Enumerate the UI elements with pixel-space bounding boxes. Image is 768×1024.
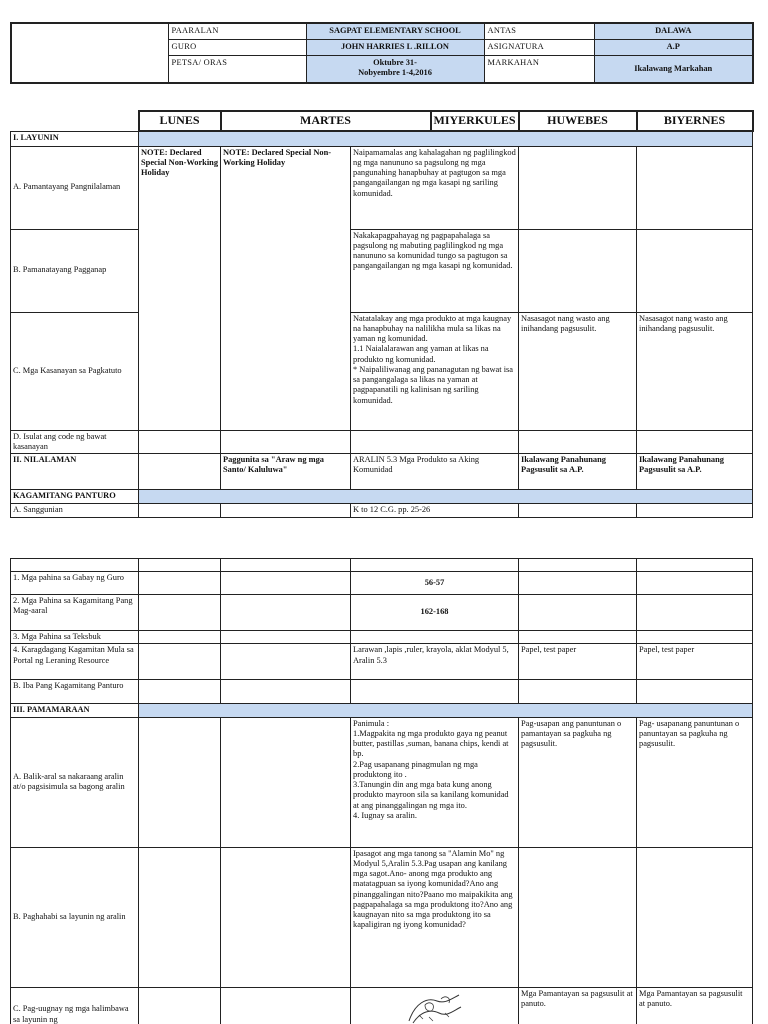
huw-pangnilalaman [519,146,637,229]
huw-karagdagang: Papel, test paper [519,644,637,680]
miy-kasanayan-3: * Naipaliliwanag ang pananagutan ng bawat isa sa pangangalaga sa likas na yaman at pagpapanatili ng kalinisan ng sariling komunidad. [353,364,514,405]
row-teksbuk: 3. Mga Pahina sa Teksbuk [11,631,139,644]
row-pamamaraan: III. PAMAMARAAN [11,704,139,717]
cont-blank-4 [351,559,519,572]
header-table [10,22,754,84]
row-kagamitang: KAGAMITANG PANTURO [11,490,139,504]
row-kagamitang-pang-magaaral: 2. Mga Pahina sa Kagamitang Pang Mag-aaral [11,595,139,631]
miy-kasanayan [351,312,519,430]
huw-sanggunian [519,504,637,518]
biy-gabay [637,572,753,595]
row-balik-aral: A. Balik-aral sa nakaraang aralin at/o pagsisimula sa bagong aralin [11,717,139,847]
row-paghahabi: B. Paghahabi sa layunin ng aralin [11,847,139,987]
miy-teksbuk [351,631,519,644]
day-biyernes: BIYERNES [637,111,753,131]
lunes-kpm [139,595,221,631]
miy-balik-4: 3.Tanungin din ang mga bata kung anong produkto mayroon sila sa kanilang komunidad at ang pinanggalingan ng mga ito. [353,780,509,810]
martes-iba [221,680,351,704]
miy-kasanayan-1: Natatalakay ang mga produkto at mga kaugnay na hanapbuhay na nalilikha mula sa likas na yaman ng komunidad. [353,313,512,343]
miy-pagganap: Nakakapagpahayag ng pagpapahalaga sa pagsulong ng mabuting paglilingkod ng mga nanununo sa komunidad tungo sa pagtugon sa pangangailangan ng mga kasapi ng komunidad. [351,229,519,312]
miy-iba [351,680,519,704]
logo-cell [11,23,168,83]
antas-label: ANTAS [484,23,594,39]
guro-label: GURO [168,39,306,55]
layunin-band [139,131,753,146]
biy-sanggunian [637,504,753,518]
huw-kpm [519,595,637,631]
huw-kasanayan: Nasasagot nang wasto ang inihandang pagsusulit. [519,312,637,430]
martes-teksbuk [221,631,351,644]
petsa-value [306,55,484,83]
lunes-gabay [139,572,221,595]
biy-pangnilalaman [637,146,753,229]
martes-kpm [221,595,351,631]
biy-pag-uugnay: Mga Pamantayan sa pagsusulit at panuto. [637,987,753,1024]
lunes-nilalaman [139,454,221,490]
petsa-label: PETSA/ ORAS [168,55,306,83]
markahan-label: MARKAHAN [484,55,594,83]
huw-pagganap [519,229,637,312]
miy-sanggunian: K to 12 C.G. pp. 25-26 [351,504,519,518]
row-kasanayan: C. Mga Kasanayan sa Pagkatuto [11,312,139,430]
lunes-note: NOTE: Declared Special Non-Working Holiday [139,146,221,430]
row-karagdagang: 4. Karagdagang Kagamitan Mula sa Portal ng Leraning Resource [11,644,139,680]
day-header-blank [11,111,139,131]
biy-teksbuk [637,631,753,644]
biy-nilalaman: Ikalawang Panahunang Pagsusulit sa A.P. [637,454,753,490]
miy-balik-aral [351,717,519,847]
lunes-sanggunian [139,504,221,518]
row-pamantayang-pagganap: B. Pamanatayang Pagganap [11,229,139,312]
cont-blank-5 [519,559,637,572]
row-pamantayang-pangnilalaman: A. Pamantayang Pangnilalaman [11,146,139,229]
petsa-line-1: Oktubre 31- [373,57,417,67]
cont-blank-3 [221,559,351,572]
row-code: D. Isulat ang code ng bawat kasanayan [11,430,139,454]
biy-iba [637,680,753,704]
day-huwebes: HUWEBES [519,111,637,131]
martes-uugnay [221,987,351,1024]
huw-paghahabi [519,847,637,987]
paaralan-label: PAARALAN [168,23,306,39]
biy-karagdagang: Papel, test paper [637,644,753,680]
lunes-paghahabi [139,847,221,987]
row-pag-uugnay: C. Pag-uugnay ng mga halimbawa sa layunin ng [11,987,139,1024]
lesson-plan-table-continued [10,558,753,1024]
cont-blank-1 [11,559,139,572]
cont-blank-2 [139,559,221,572]
martes-karagdagang [221,644,351,680]
huw-pag-uugnay: Mga Pamantayan sa pagsusulit at panuto. [519,987,637,1024]
kagamitang-band [139,490,753,504]
asignatura-value: A.P [594,39,753,55]
row-iba-pang: B. Iba Pang Kagamitang Panturo [11,680,139,704]
miy-kasanayan-2: 1.1 Naialalarawan ang yaman at likas na produkto ng komunidad. [353,344,489,364]
martes-balik [221,717,351,847]
guro-value: JOHN HARRIES L .RILLON [306,39,484,55]
miy-balik-5: 4. Iugnay sa aralin. [353,810,417,820]
miy-nilalaman: ARALIN 5.3 Mga Produkto sa Aking Komunidad [351,454,519,490]
biy-kasanayan: Nasasagot nang wasto ang inihandang pagsusulit. [637,312,753,430]
lunes-uugnay [139,987,221,1024]
martes-sanggunian [221,504,351,518]
lunes-code [139,430,221,454]
markahan-value: Ikalawang Markahan [594,55,753,83]
lesson-plan-table [10,110,754,518]
miy-karagdagang: Larawan ,lapis ,ruler, krayola, aklat Modyul 5, Aralin 5.3 [351,644,519,680]
lunes-teksbuk [139,631,221,644]
biy-pagganap [637,229,753,312]
miy-balik-1: Panimula : [353,718,390,728]
biy-balik: Pag- usapanang panuntunan o panuntayan sa pagkuha ng pagsusulit. [637,717,753,847]
miy-uugnay [351,987,519,1024]
miy-pangnilalaman: Naipamamalas ang kahalagahan ng paglilingkod ng mga nanununo sa pagsulong ng mga pangunahing hanapbuhay at pagtugon sa mga pangangailangan ng mga kasapi ng sariling komunidad. [351,146,519,229]
huw-teksbuk [519,631,637,644]
huw-gabay [519,572,637,595]
lunes-karagdagang [139,644,221,680]
row-layunin: I. LAYUNIN [11,131,139,146]
miy-balik-3: 2.Pag usapanang pinagmulan ng mga produktong ito . [353,759,478,779]
row-sanggunian: A. Sanggunian [11,504,139,518]
martes-nilalaman: Paggunita sa "Araw ng mga Santo/ Kaluluwa" [221,454,351,490]
lunes-balik [139,717,221,847]
petsa-line-2: Nobyembre 1-4,2016 [358,67,432,77]
cont-blank-6 [637,559,753,572]
hands-sketch-icon [405,991,465,1024]
martes-paghahabi [221,847,351,987]
huw-nilalaman: Ikalawang Panahunang Pagsusulit sa A.P. [519,454,637,490]
huw-code [519,430,637,454]
martes-gabay [221,572,351,595]
day-miyerkules: MIYERKULES [431,111,519,131]
miy-code [351,430,519,454]
huw-iba [519,680,637,704]
lunes-iba [139,680,221,704]
day-martes: MARTES [221,111,431,131]
miy-kagamitang: 162-168 [351,595,519,631]
miy-gabay: 56-57 [351,572,519,595]
miy-balik-2: 1.Magpakita ng mga produkto gaya ng peanut butter, pastillas ,suman, banana chips, kendi at bp. [353,728,509,759]
huw-balik: Pag-usapan ang panuntunan o pamantayan sa pagkuha ng pagsusulit. [519,717,637,847]
miy-paghahabi: Ipasagot ang mga tanong sa "Alamin Mo" ng Modyul 5,Aralin 5.3.Pag usapan ang kanilang mga sagot.Ano- anong mga produkto ang matatagpuan sa iyong komunidad?Ano ang pinanggalingan nito?Paano mo maipakikita ang pagpapahalaga sa mga produktong ito?Ano ang kaugnayan nito sa mga produktong ito sa kapaligiran ng iyong komunidad? [351,847,519,987]
biy-kpm [637,595,753,631]
day-lunes: LUNES [139,111,221,131]
martes-code [221,430,351,454]
row-gabay: 1. Mga pahina sa Gabay ng Guro [11,572,139,595]
paaralan-value: SAGPAT ELEMENTARY SCHOOL [306,23,484,39]
martes-note: NOTE: Declared Special Non- Working Holiday [221,146,351,430]
antas-value: DALAWA [594,23,753,39]
asignatura-label: ASIGNATURA [484,39,594,55]
biy-paghahabi [637,847,753,987]
pamamaraan-band [139,704,753,717]
biy-code [637,430,753,454]
row-nilalaman: II. NILALAMAN [11,454,139,490]
